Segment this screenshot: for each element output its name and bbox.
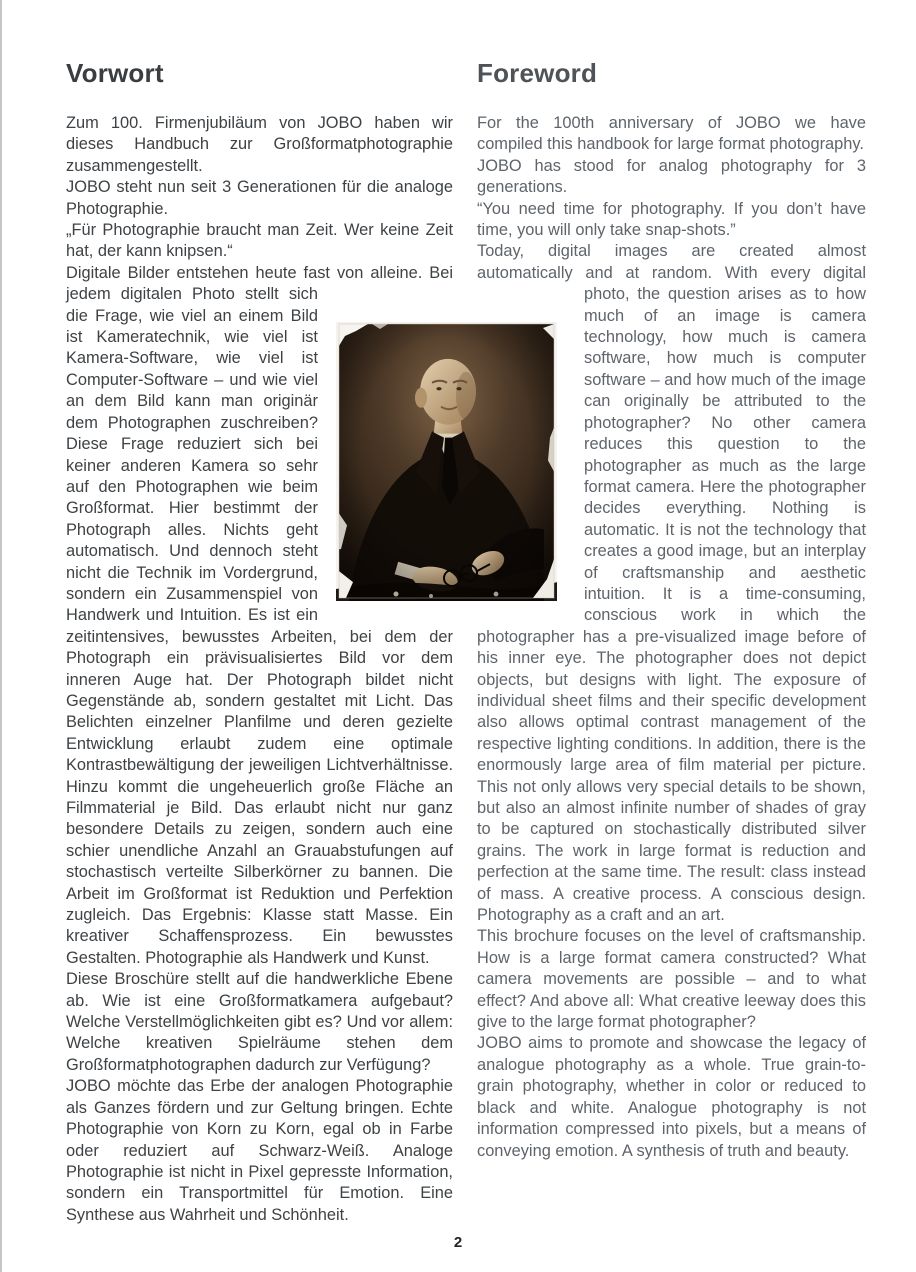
german-column xyxy=(66,58,453,1226)
paragraph: JOBO has stood for analog photography for 3 generations. xyxy=(477,156,866,197)
paragraph: For the 100th anniversary of JOBO we have compiled this handbook for large format photography. xyxy=(477,114,866,154)
paragraph: „Für Photographie braucht man Zeit. Wer keine Zeit hat, der kann knipsen.“ xyxy=(66,221,453,261)
paragraph: JOBO aims to promote and showcase the legacy of analogue photography as a whole. True grain-to-grain photography, whether in color or reduced to black and white. Analogue photography is not information compressed into pixels, but a means of conveying emotion. A synthesis of truth and beauty. xyxy=(477,1034,866,1160)
paragraph: “You need time for photography. If you don’t have time, you will only take snap-shots.” xyxy=(477,199,866,240)
english-column xyxy=(477,58,866,1162)
paragraph: JOBO möchte das Erbe der analogen Photographie als Ganzes fördern und zur Geltung bringen. Echte Photographie von Korn zu Korn, egal ob in Farbe oder reduziert auf Schwarz-Weiß. Analoge Photographie ist nicht in Pixel gepresste Information, sondern ein Transportmittel für Emotion. Eine Synthese aus Wahrheit und Schönheit. xyxy=(66,1077,453,1224)
vignette xyxy=(339,324,554,598)
paragraph: This brochure focuses on the level of craftsmanship. How is a large format camera constructed? What camera movements are possible – and to what effect? And above all: What creative leeway does this give to the large format photographer? xyxy=(477,927,866,1032)
portrait-photo xyxy=(336,322,557,601)
paragraph: Today, digital images are created almost automatically and at random. With every digital photo, the question arises as to how much of an image is camera technology, how much is camera software, how much is computer software – and how much of the image can originally be attributed to the photographer? No other camera reduces this question to the photographer as much as the large format camera. Here the photographer decides everything. Nothing is automatic. It is not the technology that creates a good image, but an interplay of craftsmanship and aesthetic intuition. It is a time-consuming, conscious work in which the photographer has a pre-visualized image before of his inner eye. The photographer does not depict objects, but designs with light. The exposure of individual sheet films and their specific development also allows optimal contrast management of the respective lighting conditions. In addition, there is the enormously large area of film material per picture. This not only allows very special details to be shown, but also an almost infinite number of shades of gray to be captured on stochastically distributed silver grains. The work in large format is reduction and perfection at the same time. The result: class instead of mass. A creative process. A conscious design. Photography as a craft and an art. xyxy=(477,242,866,925)
paragraph: Diese Broschüre stellt auf die handwerkliche Ebene ab. Wie ist eine Großformatkamera aufgebaut? Welche Verstellmöglichkeiten gibt es? Und vor allem: Welche kreativen Spielräume stehen dem Großformatphotographen dadurch zur Verfügung? xyxy=(66,970,453,1074)
vintage-portrait-illustration xyxy=(336,322,557,601)
english-heading: Foreword xyxy=(477,58,598,88)
german-body xyxy=(66,113,453,1226)
english-body xyxy=(477,113,866,1162)
paragraph: Digitale Bilder entstehen heute fast von alleine. Bei jedem digitalen Photo stellt sich die Frage, wie viel an einem Bild ist Kameratechnik, wie viel ist Kamera-Software, wie viel ist Computer-Software – und wie viel an dem Bild kann man originär dem Photographen zuschreiben? Diese Frage reduziert sich bei keiner anderen Kamera so sehr auf den Photographen wie beim Großformat. Hier bestimmt der Photograph alles. Nichts geht automatisch. Und dennoch steht nicht die Technik im Vordergrund, sondern ein Zusammenspiel von Handwerk und Intuition. Es ist ein zeitintensives, bewusstes Arbeiten, bei dem der Photograph ein prävisualisiertes Bild vor dem inneren Auge hat. Der Photograph bildet nicht Gegenstände ab, sondern gestaltet mit Licht. Das Belichten einzelner Planfilme und deren gezielte Entwicklung erlaubt zudem eine optimale Kontrastbewältigung der jeweiligen Lichtverhältnisse. Hinzu kommt die ungeheuerlich große Fläche an Filmmaterial je Bild. Das erlaubt nicht nur ganz besondere Details zu zeigen, sondern auch eine schier unendliche Anzahl an Grauabstufungen auf stochastisch verteilte Silberkörner zu bannen. Die Arbeit im Großformat ist Reduktion und Perfektion zugleich. Das Ergebnis: Klasse statt Masse. Ein kreativer Schaffensprozess. Ein bewusstes Gestalten. Photographie als Handwerk und Kunst. xyxy=(66,263,453,967)
paragraph: JOBO steht nun seit 3 Generationen für die analoge Photographie. xyxy=(66,178,453,218)
page-number: 2 xyxy=(453,1234,463,1251)
page-left-edge xyxy=(0,0,2,1272)
german-heading: Vorwort xyxy=(66,58,164,88)
paragraph: Zum 100. Firmenjubiläum von JOBO haben wir dieses Handbuch zur Großformatphotographie zusammengestellt. xyxy=(66,114,453,175)
